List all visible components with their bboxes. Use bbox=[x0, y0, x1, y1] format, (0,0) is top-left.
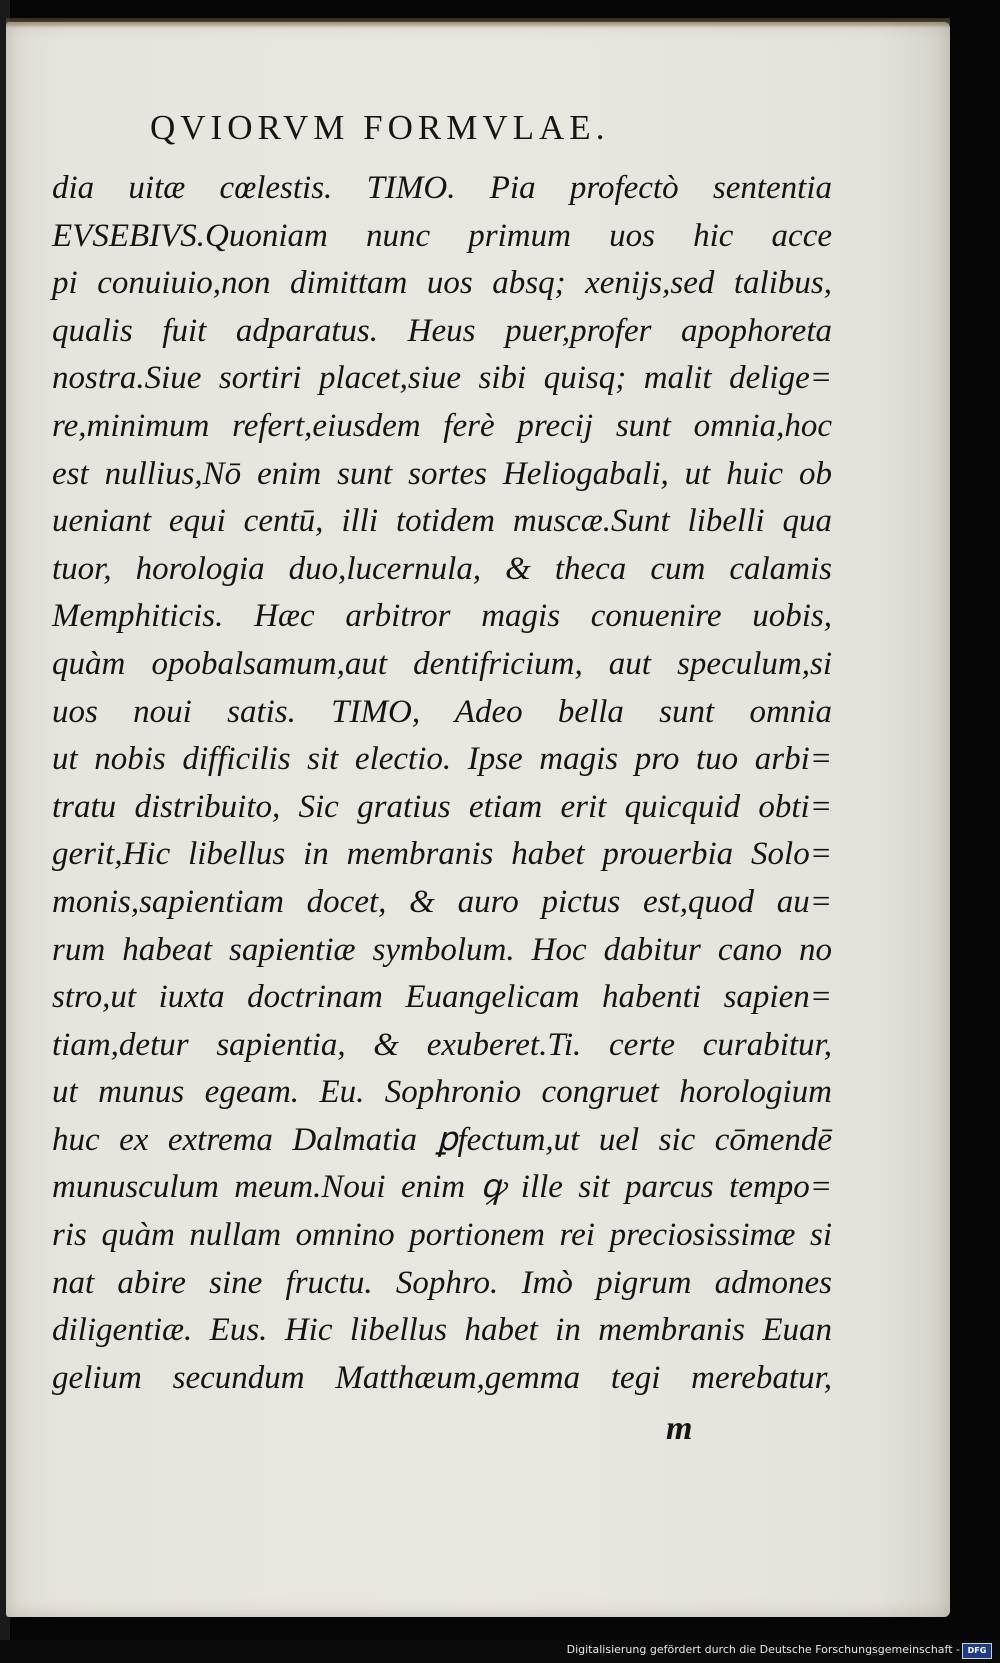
page-top-edge bbox=[6, 18, 950, 28]
text-line: nostra.Siue sortiri placet,siue sibi quisq; malit delige= bbox=[52, 360, 832, 397]
text-line: ut munus egeam. Eu. Sophronio congruet horologium bbox=[52, 1074, 832, 1111]
signature-mark: m bbox=[666, 1410, 693, 1447]
text-line: munusculum meum.Noui enim ꝙ ille sit parcus tempo= bbox=[52, 1169, 832, 1206]
text-line: ut nobis difficilis sit electio. Ipse magis pro tuo arbi= bbox=[52, 741, 832, 778]
text-line: tuor, horologia duo,lucernula, & theca cum calamis bbox=[52, 550, 832, 587]
text-line: gelium secundum Matthæum,gemma tegi merebatur, bbox=[52, 1359, 832, 1396]
text-line: re,minimum refert,eiusdem ferè precij sunt omnia,hoc bbox=[52, 407, 832, 444]
text-line: stro,ut iuxta doctrinam Euangelicam habenti sapien= bbox=[52, 979, 832, 1016]
text-line: tratu distribuito, Sic gratius etiam erit quicquid obti= bbox=[52, 788, 832, 825]
text-line: uos noui satis. TIMO, Adeo bella sunt omnia bbox=[52, 693, 832, 730]
text-line: nat abire sine fructu. Sophro. Imò pigrum admones bbox=[52, 1264, 832, 1301]
text-line: gerit,Hic libellus in membranis habet prouerbia Solo= bbox=[52, 836, 832, 873]
text-line: diligentiæ. Eus. Hic libellus habet in membranis Euan bbox=[52, 1312, 832, 1349]
body-text bbox=[52, 165, 832, 1402]
dfg-logo: DFG bbox=[962, 1643, 992, 1659]
text-line: tiam,detur sapientia, & exuberet.Ti. certe curabitur, bbox=[52, 1026, 832, 1063]
text-line: huc ex extrema Dalmatia ꝑfectum,ut uel sic cōmendē bbox=[52, 1121, 832, 1158]
text-line: EVSEBIVS.Quoniam nunc primum uos hic acce bbox=[52, 217, 832, 254]
text-line: pi conuiuio,non dimittam uos absq; xenijs,sed talibus, bbox=[52, 265, 832, 302]
text-line: rum habeat sapientiæ symbolum. Hoc dabitur cano no bbox=[52, 931, 832, 968]
text-line: quàm opobalsamum,aut dentifricium, aut speculum,si bbox=[52, 645, 832, 682]
text-line: est nullius,Nō enim sunt sortes Heliogabali, ut huic ob bbox=[52, 455, 832, 492]
text-line: ris quàm nullam omnino portionem rei preciosissimæ si bbox=[52, 1217, 832, 1254]
text-line: ueniant equi centū, illi totidem muscæ.Sunt libelli qua bbox=[52, 503, 832, 540]
digitization-credit: Digitalisierung gefördert durch die Deutsche Forschungsgemeinschaft - bbox=[566, 1643, 960, 1656]
running-header: QVIORVM FORMVLAE. bbox=[150, 108, 610, 147]
text-line: dia uitæ cœlestis. TIMO. Pia profectò sententia bbox=[52, 170, 832, 206]
text-line: qualis fuit adparatus. Heus puer,profer apophoreta bbox=[52, 312, 832, 349]
text-line: Memphiticis. Hæc arbitror magis conuenire uobis, bbox=[52, 598, 832, 635]
text-line: monis,sapientiam docet, & auro pictus est,quod au= bbox=[52, 883, 832, 920]
